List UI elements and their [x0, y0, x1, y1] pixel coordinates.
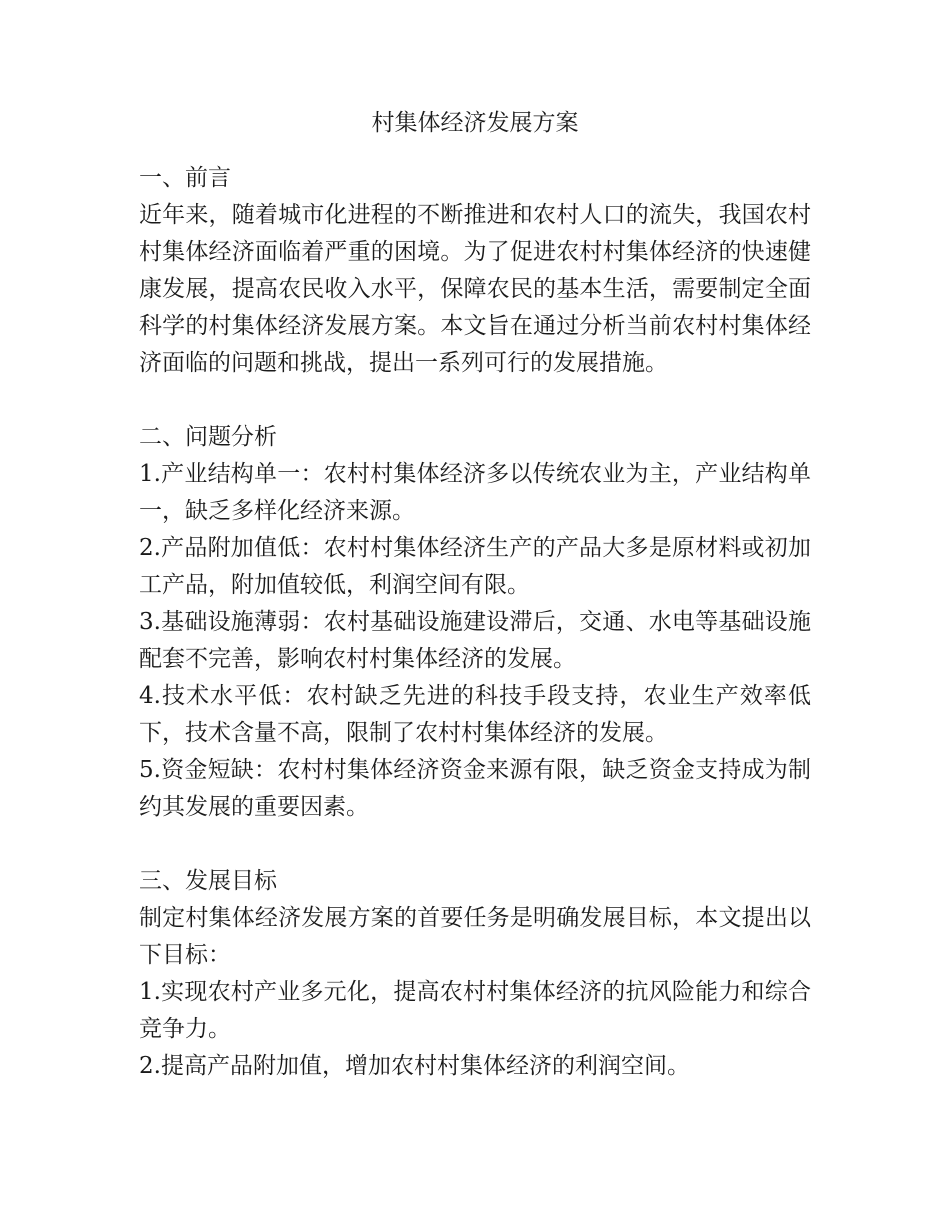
document-body	[139, 102, 811, 1085]
list-item: 2.提高产品附加值，增加农村村集体经济的利润空间。	[139, 1053, 690, 1079]
section-heading: 三、发展目标	[139, 868, 277, 894]
list-item: 1.产业结构单一：农村村集体经济多以传统农业为主，产业结构单一，缺乏多样化经济来源。	[139, 461, 811, 524]
list-item: 1.实现农村产业多元化，提高农村村集体经济的抗风险能力和综合竞争力。	[139, 979, 811, 1042]
list-item: 4.技术水平低：农村缺乏先进的科技手段支持，农业生产效率低下，技术含量不高，限制了农村村集体经济的发展。	[139, 683, 811, 746]
section-development-goals	[139, 863, 811, 1085]
section-problem-analysis	[139, 419, 811, 826]
list-item: 2.产品附加值低：农村村集体经济生产的产品大多是原材料或初加工产品，附加值较低，利润空间有限。	[139, 535, 811, 598]
section-heading: 一、前言	[139, 165, 231, 191]
list-item: 3.基础设施薄弱：农村基础设施建设滞后，交通、水电等基础设施配套不完善，影响农村村集体经济的发展。	[139, 609, 811, 672]
document-title: 村集体经济发展方案	[371, 110, 579, 136]
section-heading: 二、问题分析	[139, 424, 277, 450]
list-item: 5.资金短缺：农村村集体经济资金来源有限，缺乏资金支持成为制约其发展的重要因素。	[139, 757, 811, 820]
paragraph: 制定村集体经济发展方案的首要任务是明确发展目标，本文提出以下目标：	[139, 905, 811, 968]
paragraph: 近年来，随着城市化进程的不断推进和农村人口的流失，我国农村村集体经济面临着严重的困境。为了促进农村村集体经济的快速健康发展，提高农民收入水平，保障农民的基本生活，需要制定全面科学的村集体经济发展方案。本文旨在通过分析当前农村村集体经济面临的问题和挑战，提出一系列可行的发展措施。	[139, 202, 811, 376]
section-spacer	[139, 382, 811, 419]
section-preface	[139, 160, 811, 382]
section-spacer	[139, 826, 811, 863]
